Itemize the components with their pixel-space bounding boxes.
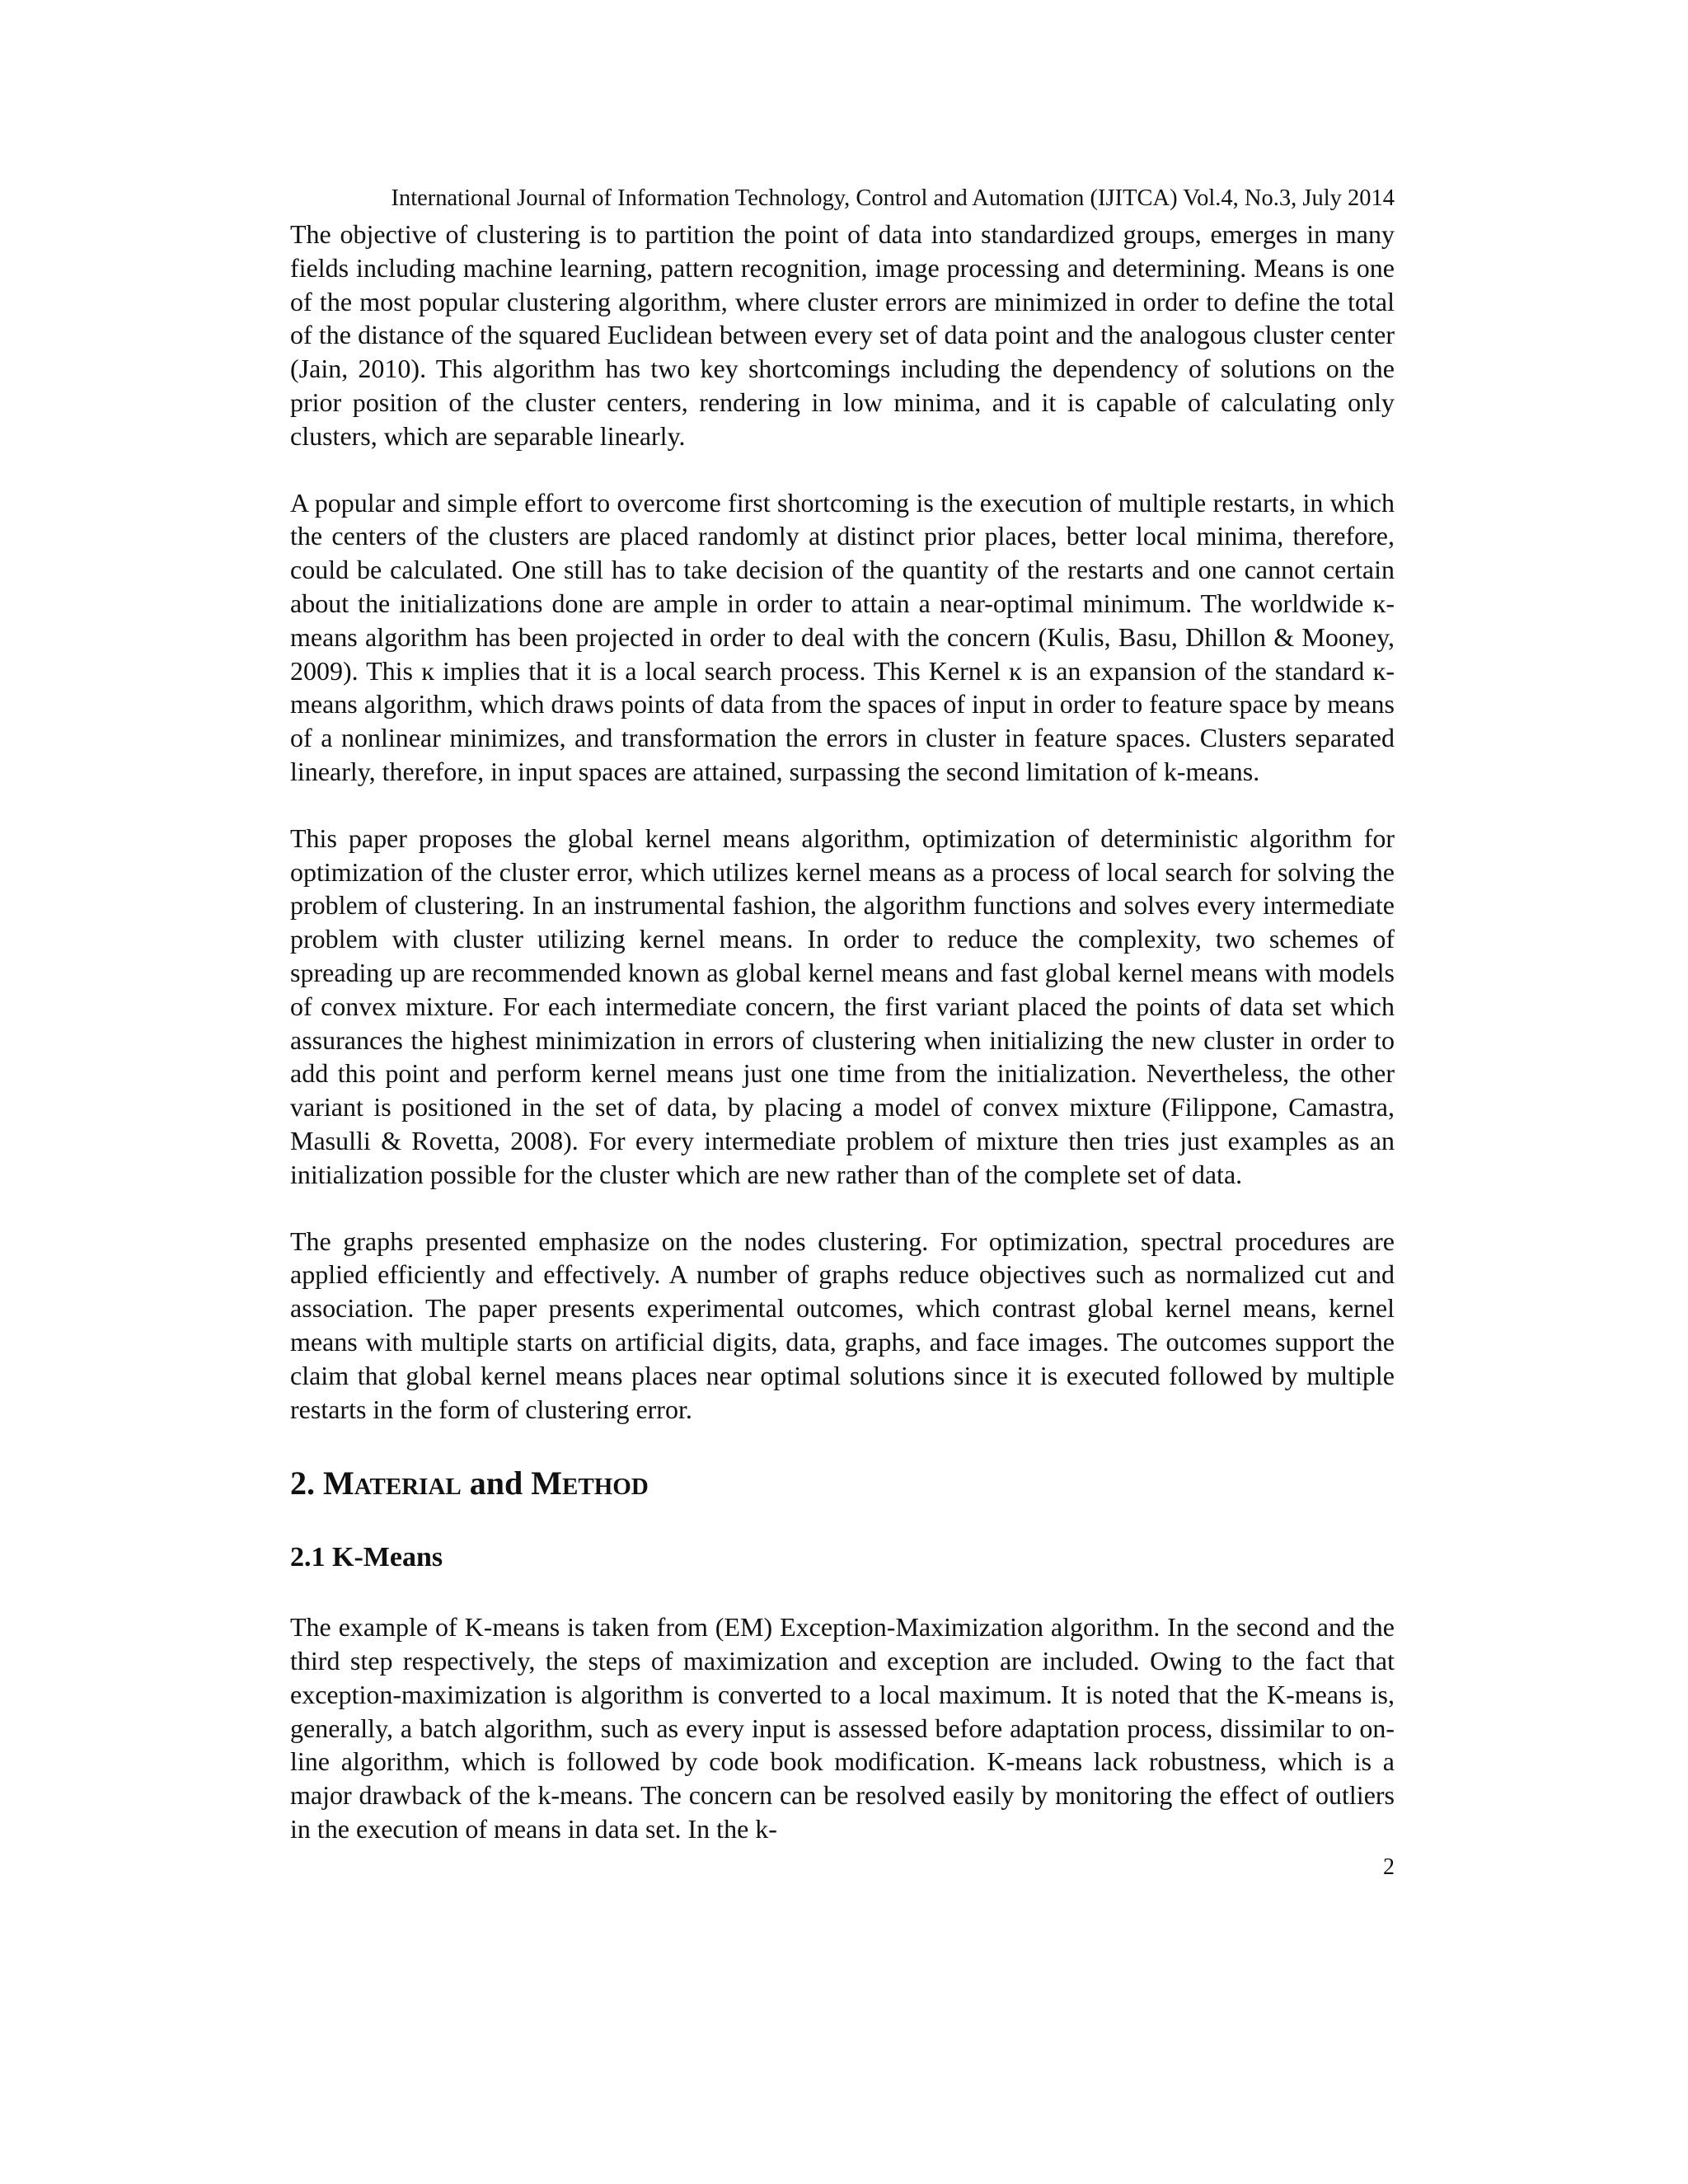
- section-word-method-rest: ETHOD: [562, 1474, 649, 1501]
- body-paragraph-4: The graphs presented emphasize on the nodes clustering. For optimization, spectral procedures are applied efficiently and effectively. A number of graphs reduce objectives such as normalized cut and association. The paper presents experimental outcomes, which contrast global kernel means, kernel means with multiple starts on artificial digits, data, graphs, and face images. The outcomes support the claim that global kernel means places near optimal solutions since it is executed followed by multiple restarts in the form of clustering error.: [290, 1226, 1395, 1424]
- body-paragraph-2: A popular and simple effort to overcome first shortcoming is the execution of multiple restarts, in which the centers of the clusters are placed randomly at distinct prior places, better local minima, therefore, could be calculated. One still has to take decision of the quantity of the restarts and one cannot certain about the initializations done are ample in order to attain a near-optimal minimum. The worldwide ĸ-means algorithm has been projected in order to deal with the concern (Kulis, Basu, Dhillon & Mooney, 2009). This ĸ implies that it is a local search process. This Kernel ĸ is an expansion of the standard ĸ-means algorithm, which draws points of data from the spaces of input in order to feature space by means of a nonlinear minimizes, and transformation the errors in cluster in feature spaces. Clusters separated linearly, therefore, in input spaces are attained, surpassing the second limitation of k-means.: [290, 487, 1395, 786]
- paragraph-gap: [290, 1192, 1395, 1225]
- section-word-and: and: [469, 1465, 523, 1502]
- page-content: [290, 181, 1395, 1882]
- section-heading: [290, 1460, 1395, 1510]
- body-paragraph-1: The objective of clustering is to partition the point of data into standardized groups, emerges in many fields including machine learning, pattern recognition, image processing and determining. Means is one of the most popular clustering algorithm, where cluster errors are minimized in order to define the total of the distance of the squared Euclidean between every set of data point and the analogous cluster center (Jain, 2010). This algorithm has two key shortcomings including the dependency of solutions on the prior position of the cluster centers, rendering in low minima, and it is capable of calculating only clusters, which are separable linearly.: [290, 219, 1395, 451]
- section-word-material-initial: M: [323, 1465, 354, 1502]
- section-word-material-rest: ATERIAL: [354, 1474, 462, 1501]
- section-number: 2.: [290, 1465, 315, 1502]
- body-paragraph-3: This paper proposes the global kernel means algorithm, optimization of deterministic algorithm for optimization of the cluster error, which utilizes kernel means as a process of local search for solving the problem of clustering. In an instrumental fashion, the algorithm functions and solves every intermediate problem with cluster utilizing kernel means. In order to reduce the complexity, two schemes of spreading up are recommended known as global kernel means and fast global kernel means with models of convex mixture. For each intermediate concern, the first variant placed the points of data set which assurances the highest minimization in errors of clustering when initializing the new cluster in order to add this point and perform kernel means just one time from the initialization. Nevertheless, the other variant is positioned in the set of data, by placing a model of convex mixture (Filippone, Camastra, Masulli & Rovetta, 2008). For every intermediate problem of mixture then tries just examples as an initialization possible for the cluster which are new rather than of the complete set of data.: [290, 823, 1395, 1189]
- page-number: 2: [1383, 1854, 1395, 1880]
- paragraph-gap: [290, 453, 1395, 486]
- subsection-paragraph: The example of K-means is taken from (EM) Exception-Maximization algorithm. In the second and the third step respectively, the steps of maximization and exception are included. Owing to the fact that exception-maximization is algorithm is converted to a local maximum. It is noted that the K-means is, generally, a batch algorithm, such as every input is assessed before adaptation process, dissimilar to on-line algorithm, which is followed by code book modification. K-means lack robustness, which is a major drawback of the k-means. The concern can be resolved easily by monitoring the effect of outliers in the execution of means in data set. In the k-: [290, 1612, 1395, 1844]
- section-word-method-initial: M: [531, 1465, 563, 1502]
- running-header: International Journal of Information Technology, Control and Automation (IJITCA) Vol.4, No.3, July 2014: [391, 185, 1395, 211]
- subsection-heading: 2.1 K-Means: [290, 1542, 443, 1573]
- paragraph-gap: [290, 789, 1395, 822]
